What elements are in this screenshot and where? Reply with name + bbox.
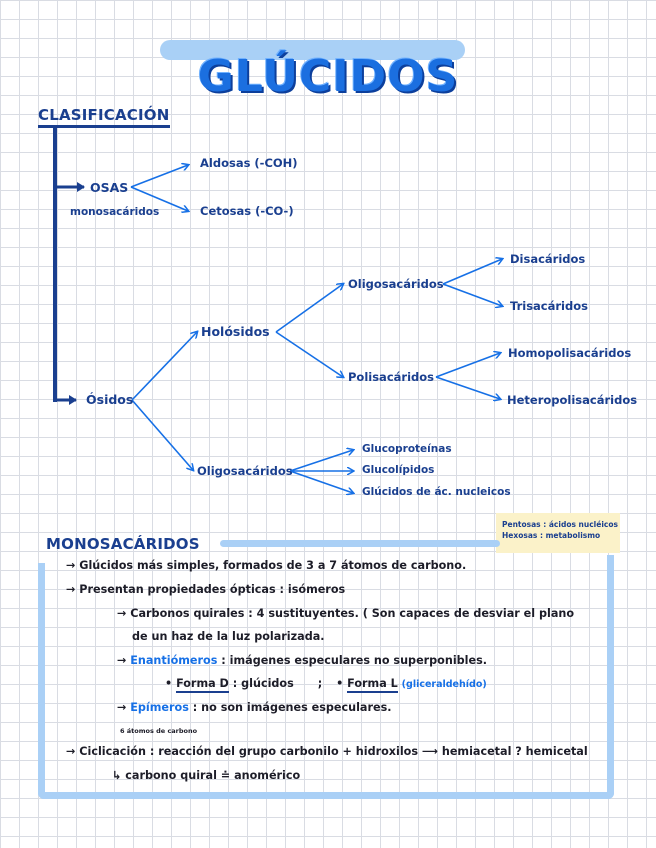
sep-2: ; bbox=[317, 677, 323, 690]
arrow-icon: → bbox=[117, 607, 127, 620]
node-cetosas: Cetosas (-CO-) bbox=[200, 204, 294, 218]
node-aldosas: Aldosas (-COH) bbox=[200, 156, 298, 170]
mono-line-5 bbox=[117, 654, 487, 667]
node-osas: OSAS bbox=[90, 180, 129, 195]
arrow-icon: → bbox=[66, 559, 76, 572]
note-line-pentosas: Pentosas : ácidos nucléicos bbox=[502, 520, 618, 529]
sub-arrow-icon: ↳ bbox=[112, 769, 122, 782]
mono-line-8-small: 6 átomos de carbono bbox=[120, 727, 198, 735]
box-right-cap bbox=[607, 555, 614, 573]
term-forma-l: Forma L bbox=[347, 677, 398, 693]
node-trisacaridos: Trisacáridos bbox=[510, 299, 588, 313]
mono-line-6 bbox=[165, 677, 487, 690]
note-line-hexosas: Hexosas : metabolismo bbox=[502, 531, 601, 540]
mono-line-1-text: Glúcidos más simples, formados de 3 a 7 átomos de carbono. bbox=[79, 559, 467, 572]
mono-line-2-text: Presentan propiedades ópticas : isómeros bbox=[79, 583, 346, 596]
box-top-bar bbox=[220, 540, 500, 547]
mono-line-1 bbox=[66, 559, 466, 572]
mono-line-3-text: Carbonos quirales : 4 sustituyentes. ( Son capaces de desviar el plano bbox=[130, 607, 575, 620]
arrow-icon: → bbox=[117, 654, 127, 667]
mono-line-2 bbox=[66, 583, 345, 596]
term-ciclicacion: Ciclicación bbox=[79, 745, 146, 758]
mono-line-9-text: : reacción del grupo carbonilo + hidroxilos ⟶ hemiacetal ? hemicetal bbox=[149, 745, 588, 758]
mono-line-3 bbox=[117, 607, 574, 620]
mono-line-10 bbox=[112, 769, 300, 782]
page-title: GLÚCIDOS bbox=[197, 51, 459, 103]
bullet-icon: • bbox=[165, 677, 173, 690]
bullet-icon: • bbox=[336, 677, 344, 690]
node-holosidos: Holósidos bbox=[201, 324, 270, 339]
text-gliceraldehido: (gliceraldehído) bbox=[401, 679, 487, 690]
clasificacion-heading: CLASIFICACIÓN bbox=[38, 106, 170, 128]
mono-line-4: de un haz de la luz polarizada. bbox=[132, 630, 325, 643]
node-polisacaridos: Polisacáridos bbox=[348, 370, 434, 384]
node-homopolisacaridos: Homopolisacáridos bbox=[508, 346, 632, 360]
box-left-cap bbox=[38, 563, 45, 573]
mono-line-10-text: carbono quiral ≐ anomérico bbox=[125, 769, 301, 782]
term-epimeros: Epímeros bbox=[130, 701, 189, 714]
term-enantiomeros: Enantiómeros bbox=[130, 654, 218, 667]
mono-line-7-text: : no son imágenes especulares. bbox=[192, 701, 392, 714]
node-osidos: Ósidos bbox=[86, 392, 134, 407]
term-forma-d: Forma D bbox=[176, 677, 229, 693]
node-disacaridos: Disacáridos bbox=[510, 252, 586, 266]
monosacaridos-heading: MONOSACÁRIDOS bbox=[46, 535, 200, 553]
node-glucoproteinas: Glucoproteínas bbox=[362, 443, 452, 455]
node-oligosacaridos: Oligosacáridos bbox=[197, 464, 293, 478]
node-oligo-holo: Oligosacáridos bbox=[348, 277, 444, 291]
text-glucidos: glúcidos bbox=[241, 677, 294, 690]
arrow-icon: → bbox=[117, 701, 127, 714]
node-glucolipidos: Glucolípidos bbox=[362, 464, 435, 476]
sticky-note bbox=[496, 513, 620, 553]
node-osas-sublabel: monosacáridos bbox=[70, 206, 160, 218]
mono-line-7 bbox=[117, 701, 391, 714]
arrow-icon: → bbox=[66, 583, 76, 596]
mono-line-5-text: : imágenes especulares no superponibles. bbox=[221, 654, 488, 667]
sep-1: : bbox=[232, 677, 238, 690]
node-glucidos-ac-nucleicos: Glúcidos de ác. nucleicos bbox=[362, 486, 511, 498]
arrow-icon: → bbox=[66, 745, 76, 758]
mono-line-9 bbox=[66, 745, 588, 758]
node-heteropolisacaridos: Heteropolisacáridos bbox=[507, 393, 638, 407]
